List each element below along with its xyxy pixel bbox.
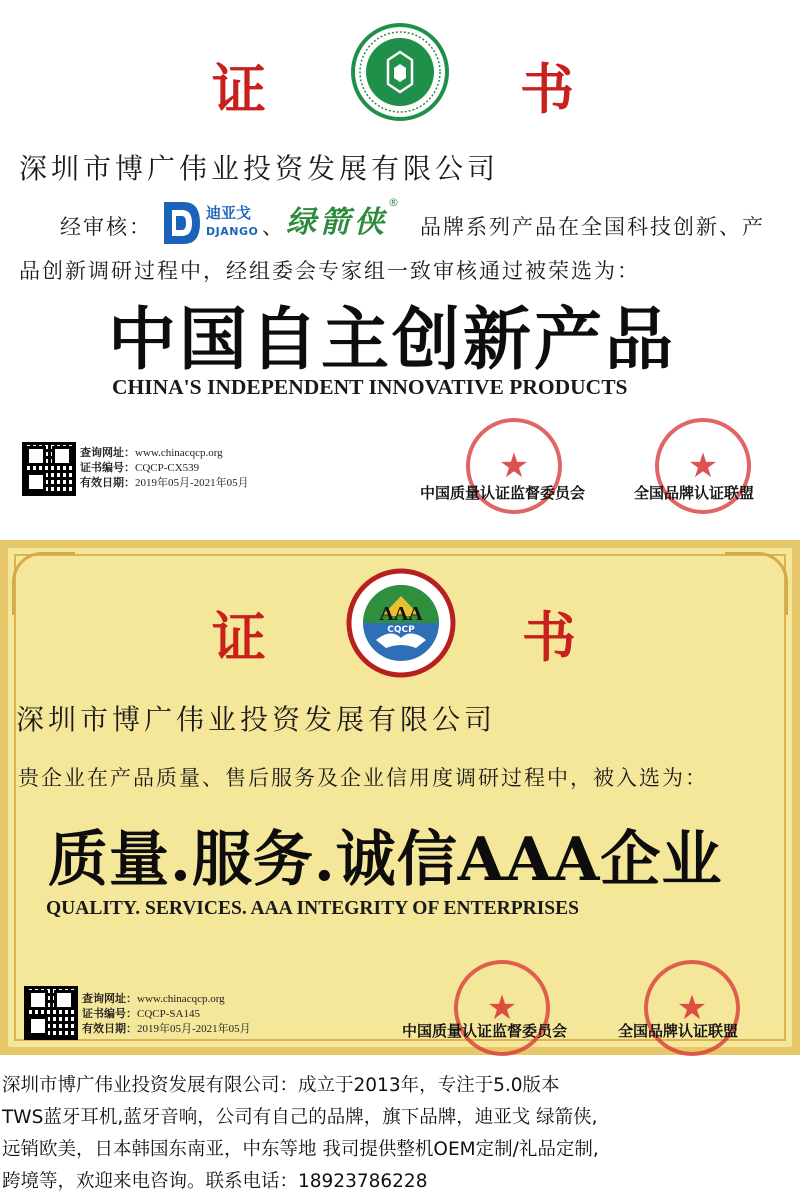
django-brand-logo: [162, 200, 258, 248]
cert2-query-value: www.chinacqcp.org: [137, 993, 225, 1005]
cert1-brand-separator: 、: [262, 215, 285, 239]
cert1-issuer-1: 中国质量认证监督委员会: [420, 484, 586, 502]
cert2-issuer-2: 全国品牌认证联盟: [618, 1022, 739, 1040]
cert1-line1-rest: 品牌系列产品在全国科技创新、产: [420, 215, 765, 239]
cert1-valid-value: 2019年05月-2021年05月: [135, 477, 249, 489]
company-description: [0, 1058, 800, 1199]
django-brand-chinese: 迪亚戈: [206, 204, 252, 222]
description-line-3: 远销欧美，日本韩国东南亚，中东等地 我司提供整机OEM定制/礼品定制,: [2, 1139, 599, 1160]
cert1-title-right: 书: [520, 57, 576, 121]
certificate-aaa-enterprise: [0, 540, 800, 1055]
cert2-award-english: QUALITY. SERVICES. AAA INTEGRITY OF ENTERPRISES: [46, 898, 580, 919]
cert1-certno-label: 证书编号：: [80, 462, 135, 474]
aaa-seal: [346, 568, 456, 678]
cert1-valid-label: 有效日期：: [80, 477, 135, 489]
cert2-certno-value: CQCP-SA145: [137, 1008, 200, 1020]
cert2-valid-label: 有效日期：: [82, 1023, 137, 1035]
cert1-query-value: www.chinacqcp.org: [135, 447, 223, 459]
cert1-certno-value: CQCP-CX539: [135, 462, 200, 474]
description-line-2: TWS蓝牙耳机,蓝牙音响，公司有自己的品牌，旗下品牌，迪亚戈 绿箭侠,: [2, 1107, 598, 1128]
cert1-qr-code: [22, 442, 76, 496]
corner-ornament-icon: [725, 552, 788, 615]
cert1-stamp-2-icon: ★: [655, 418, 751, 514]
cert1-award-title: 中国自主创新产品: [108, 300, 677, 380]
cert1-query-label: 查询网址：: [80, 447, 135, 459]
cert2-company-name: 深圳市博广伟业投资发展有限公司: [16, 703, 497, 736]
cert2-meta: [82, 992, 251, 1037]
cert2-issuer-1: 中国质量认证监督委员会: [402, 1022, 568, 1040]
cert2-line1: 贵企业在产品质量、售后服务及企业信用度调研过程中，被入选为：: [18, 766, 708, 790]
registered-mark: ®: [388, 196, 399, 209]
cert2-stamp-1-icon: ★: [454, 960, 550, 1056]
aaa-seal-aaa: AAA: [379, 603, 423, 625]
cert2-qr-code: [24, 986, 78, 1040]
cert2-title-right: 书: [522, 605, 578, 669]
cert2-valid-value: 2019年05月-2021年05月: [137, 1023, 251, 1035]
cert1-company-name: 深圳市博广伟业投资发展有限公司: [19, 152, 500, 185]
cert1-issuer-2: 全国品牌认证联盟: [634, 484, 755, 502]
cert1-review-prefix: 经审核：: [60, 215, 152, 239]
description-line-4: 跨境等，欢迎来电咨询。联系电话：18923786228: [2, 1171, 428, 1192]
django-brand-english: DJANGO: [206, 225, 259, 238]
cert1-award-english: CHINA'S INDEPENDENT INNOVATIVE PRODUCTS: [112, 375, 628, 399]
django-logo-icon: [162, 200, 202, 246]
cert1-line2: 品创新调研过程中，经组委会专家组一致审核通过被荣选为：: [19, 259, 640, 283]
green-seal-icon: [350, 22, 450, 122]
cert2-award-title: 质量.服务.诚信AAA企业: [48, 825, 723, 895]
cert2-certno-label: 证书编号：: [82, 1008, 137, 1020]
cert2-query-label: 查询网址：: [82, 993, 137, 1005]
cert2-title-left: 证: [212, 605, 268, 669]
aaa-seal-cqcp: CQCP: [387, 625, 415, 635]
corner-ornament-icon: [12, 552, 75, 615]
cert1-meta: [80, 446, 249, 491]
cert1-title-left: 证: [212, 57, 268, 121]
certificate-innovative-product: [0, 0, 800, 540]
green-arrow-brand: 绿箭侠: [286, 205, 388, 240]
description-line-1: 深圳市博广伟业投资发展有限公司：成立于2013年，专注于5.0版本: [2, 1075, 560, 1096]
cert1-stamp-1-icon: ★: [466, 418, 562, 514]
cert2-stamp-2-icon: ★: [644, 960, 740, 1056]
